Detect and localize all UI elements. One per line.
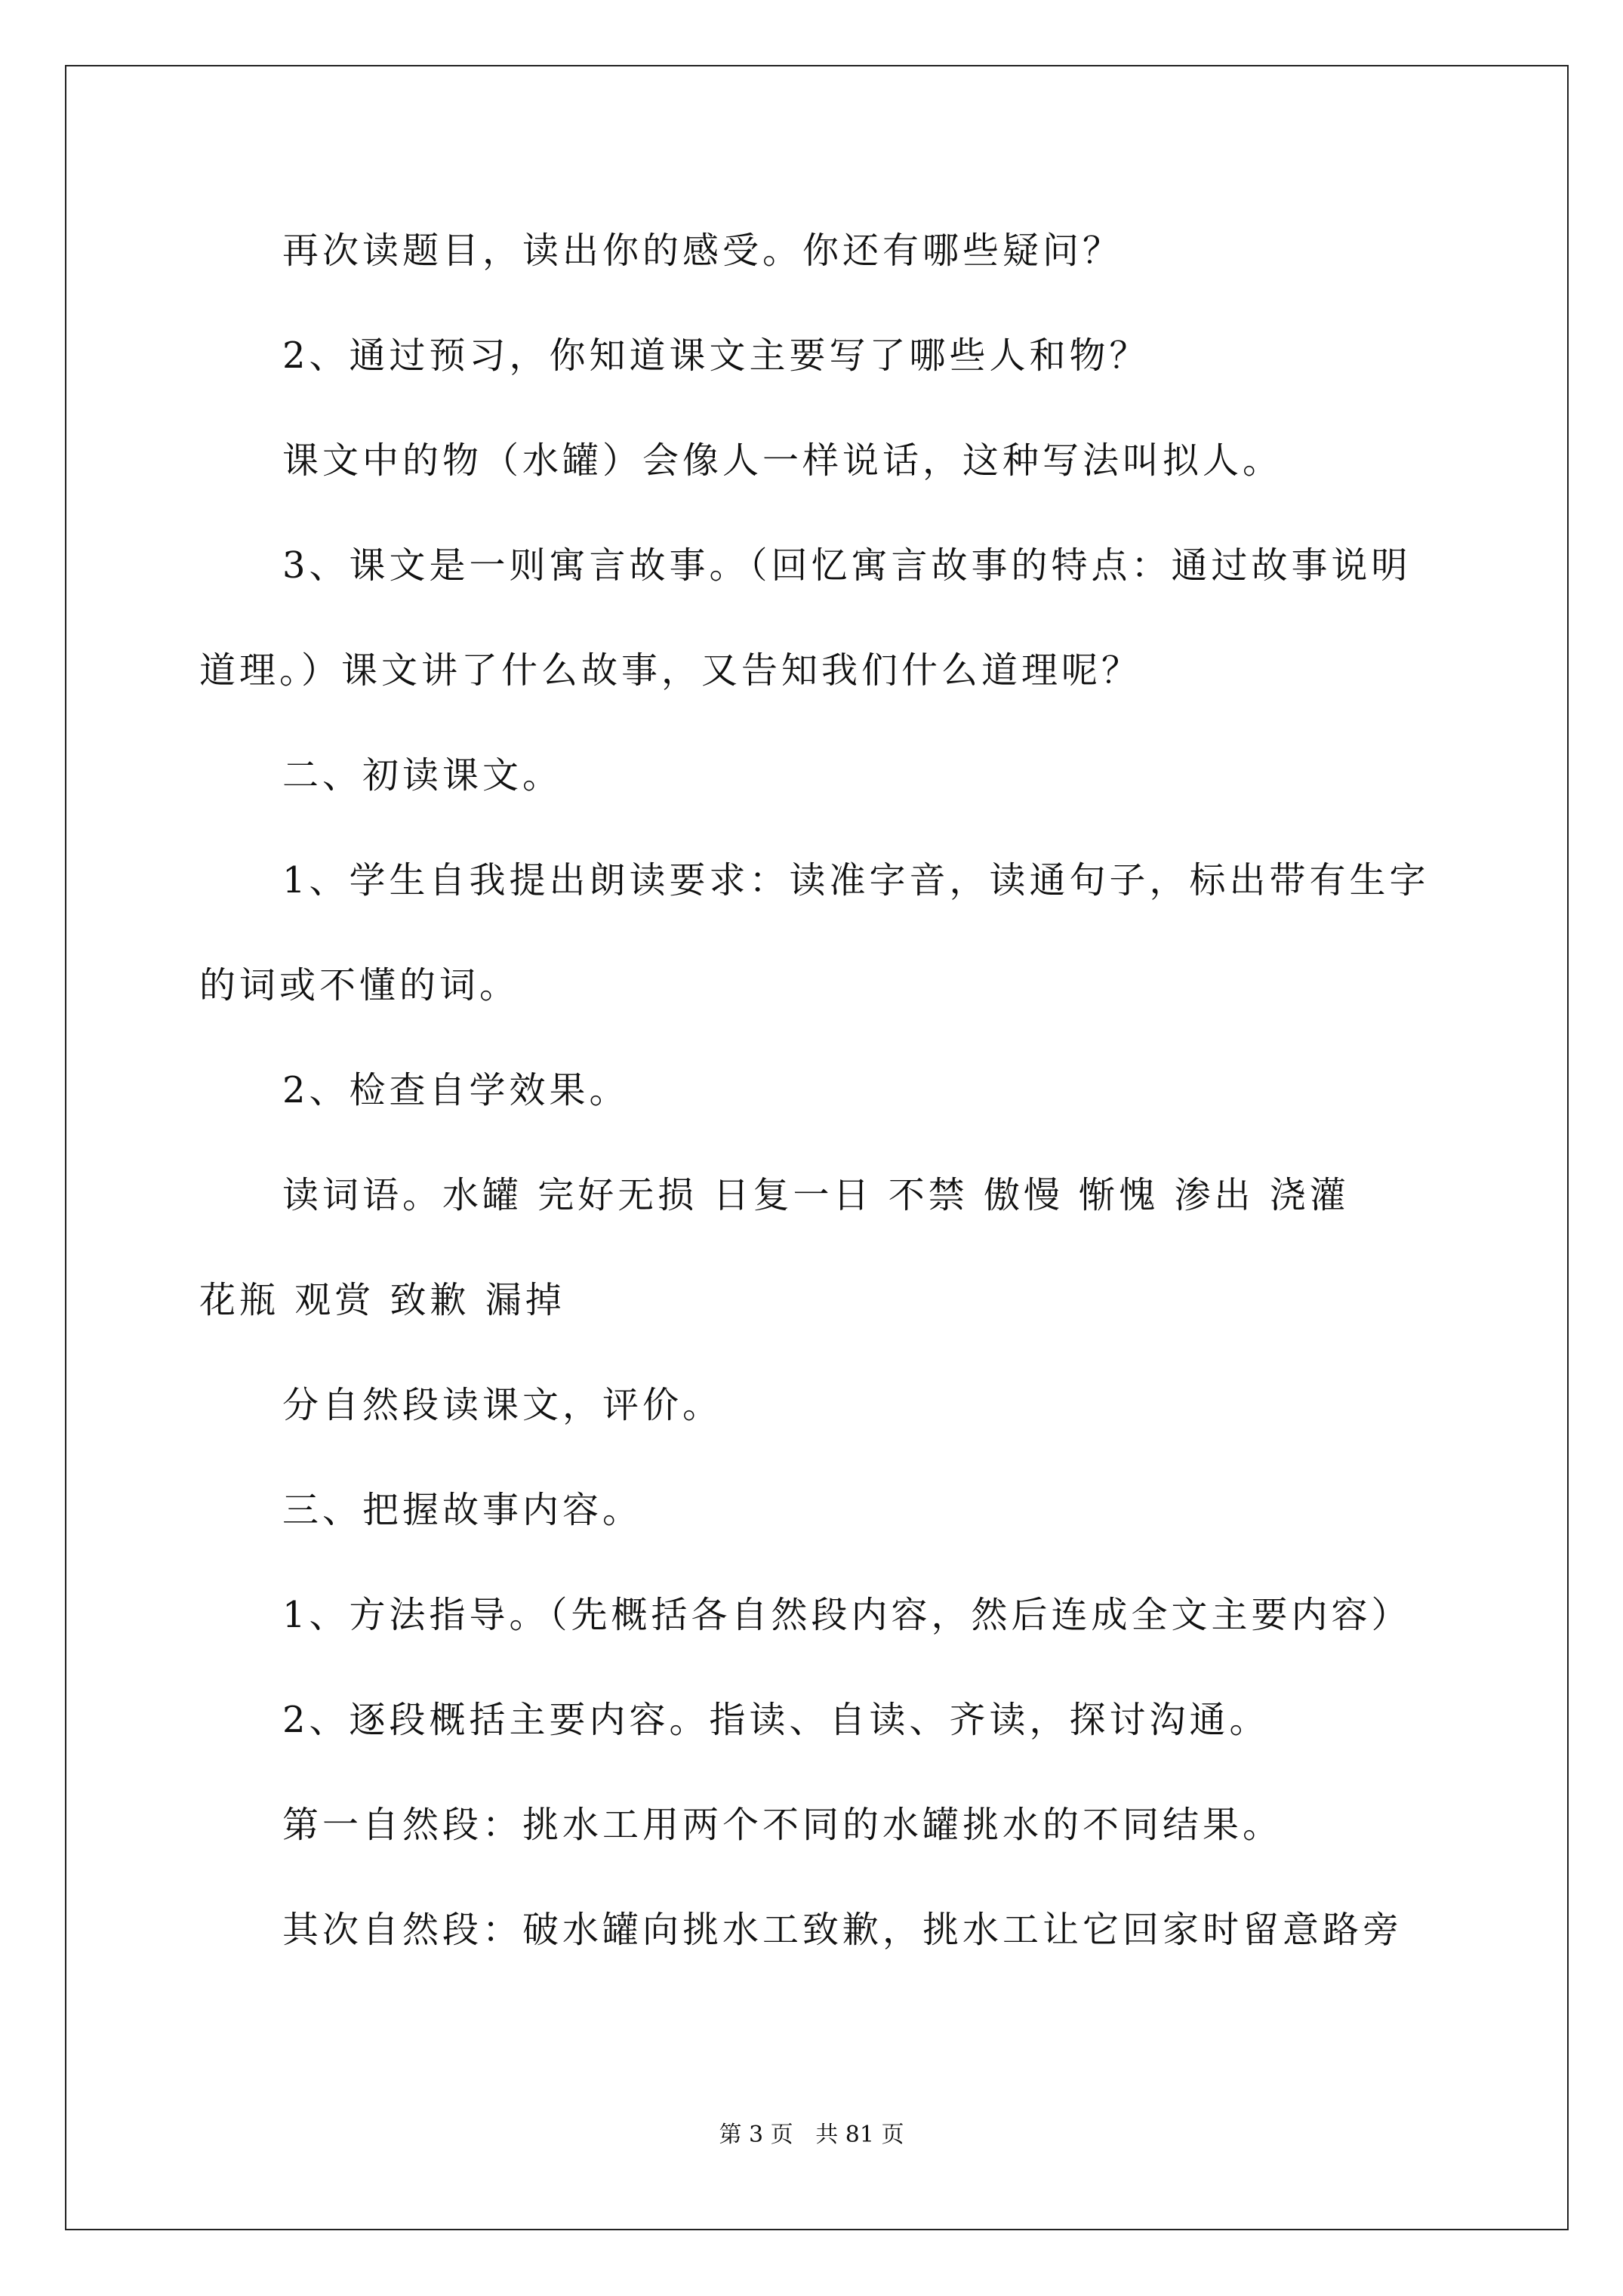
paragraph-line: 道理。）课文讲了什么故事，又告知我们什么道理呢？ — [199, 649, 1142, 692]
vocabulary-line: 读词语。水罐 完好无损 日复一日 不禁 傲慢 惭愧 渗出 浇灌 — [282, 1174, 1350, 1216]
page-total: 共 81 页 — [815, 2122, 904, 2148]
page-footer — [0, 2120, 1623, 2150]
vocabulary-line: 花瓶 观赏 致歉 漏掉 — [199, 1279, 565, 1321]
paragraph-line: 1、学生自我提出朗读要求：读准字音，读通句子，标出带有生字 — [282, 859, 1430, 901]
paragraph-line: 1、方法指导。（先概括各自然段内容，然后连成全文主要内容） — [282, 1594, 1412, 1636]
section-heading: 二、初读课文。 — [282, 754, 563, 797]
section-heading: 三、把握故事内容。 — [282, 1489, 643, 1531]
paragraph-line: 3、课文是一则寓言故事。（回忆寓言故事的特点：通过故事说明 — [282, 544, 1412, 587]
paragraph-line: 其次自然段：破水罐向挑水工致歉，挑水工让它回家时留意路旁 — [282, 1909, 1403, 1951]
page-number: 第 3 页 — [719, 2122, 793, 2148]
paragraph-line: 第一自然段：挑水工用两个不同的水罐挑水的不同结果。 — [282, 1804, 1283, 1846]
paragraph-line: 分自然段读课文，评价。 — [282, 1384, 723, 1426]
paragraph-line: 的词或不懂的词。 — [199, 964, 520, 1006]
paragraph-line: 课文中的物（水罐）会像人一样说话，这种写法叫拟人。 — [282, 439, 1283, 482]
paragraph-line: 2、检查自学效果。 — [282, 1069, 630, 1111]
page-border — [65, 65, 1569, 2230]
paragraph-line: 2、通过预习，你知道课文主要写了哪些人和物？ — [282, 334, 1150, 377]
paragraph-line: 再次读题目，读出你的感受。你还有哪些疑问？ — [282, 230, 1123, 272]
paragraph-line: 2、逐段概括主要内容。指读、自读、齐读，探讨沟通。 — [282, 1699, 1270, 1741]
